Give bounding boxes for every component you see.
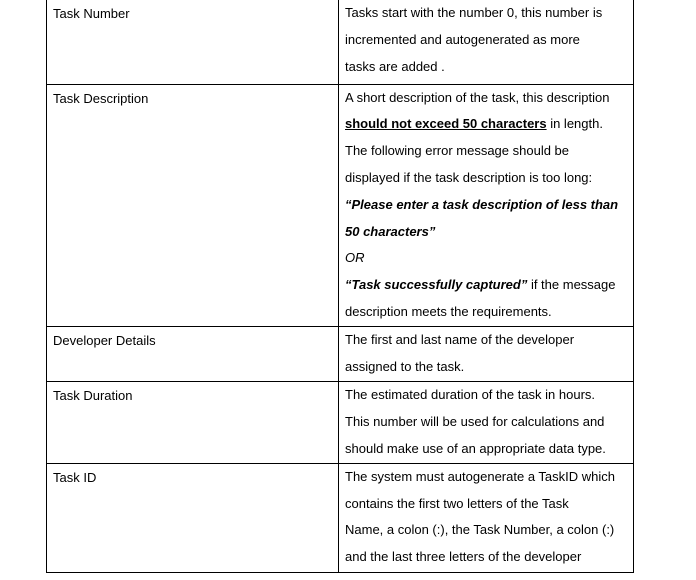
field-name-task-description: Task Description — [53, 90, 149, 106]
success-message: “Task successfully captured” — [345, 277, 528, 293]
description-line: The system must autogenerate a TaskID which — [345, 468, 615, 484]
description-line: The first and last name of the developer — [345, 332, 575, 348]
field-name-task-id: Task ID — [53, 469, 97, 485]
description-line — [345, 272, 633, 299]
description-line — [345, 111, 633, 138]
table-row-developer-details — [47, 327, 634, 382]
or-separator: OR — [345, 250, 365, 266]
description-line: Tasks start with the number 0, this number is — [345, 5, 603, 20]
field-name-cell — [47, 463, 339, 572]
description-line: description meets the requirements. — [345, 304, 552, 319]
description-line: assigned to the task. — [345, 358, 465, 374]
table-row-task-id — [47, 463, 634, 572]
description-line: contains the first two letters of the Task — [345, 495, 569, 511]
description-line: The following error message should be — [345, 143, 570, 159]
field-name-developer-details: Developer Details — [53, 333, 156, 349]
requirements-table — [46, 0, 634, 573]
field-name-task-number: Task Number — [53, 6, 130, 21]
field-name-cell — [47, 382, 339, 464]
field-description-cell — [339, 382, 634, 464]
description-line: The estimated duration of the task in hours. — [345, 387, 596, 403]
length-limit-emphasis: should not exceed 50 characters — [345, 116, 547, 132]
error-message-line: 50 characters” — [345, 223, 436, 239]
field-name-cell — [47, 0, 339, 84]
description-line: tasks are added . — [345, 58, 445, 74]
description-line: should make use of an appropriate data type. — [345, 440, 606, 456]
field-name-cell — [47, 84, 339, 327]
field-description-cell — [339, 84, 634, 327]
error-message-line: “Please enter a task description of less than — [345, 196, 619, 212]
description-line: incremented and autogenerated as more — [345, 31, 580, 47]
field-name-task-duration: Task Duration — [53, 388, 133, 404]
description-line: Name, a colon (:), the Task Number, a colon (:) — [345, 522, 615, 538]
description-line: displayed if the task description is too long: — [345, 170, 593, 186]
field-description-cell — [339, 0, 634, 84]
description-text: in length. — [546, 116, 603, 132]
description-line: A short description of the task, this description — [345, 89, 610, 105]
table-row-task-duration — [47, 382, 634, 464]
table-row-task-number — [47, 0, 634, 84]
description-line: This number will be used for calculations and — [345, 414, 605, 430]
field-description-cell — [339, 327, 634, 382]
description-line: and the last three letters of the developer — [345, 549, 582, 565]
field-description-cell — [339, 463, 634, 572]
field-name-cell — [47, 327, 339, 382]
table-row-task-description — [47, 84, 634, 327]
description-text: if the message — [527, 277, 616, 293]
